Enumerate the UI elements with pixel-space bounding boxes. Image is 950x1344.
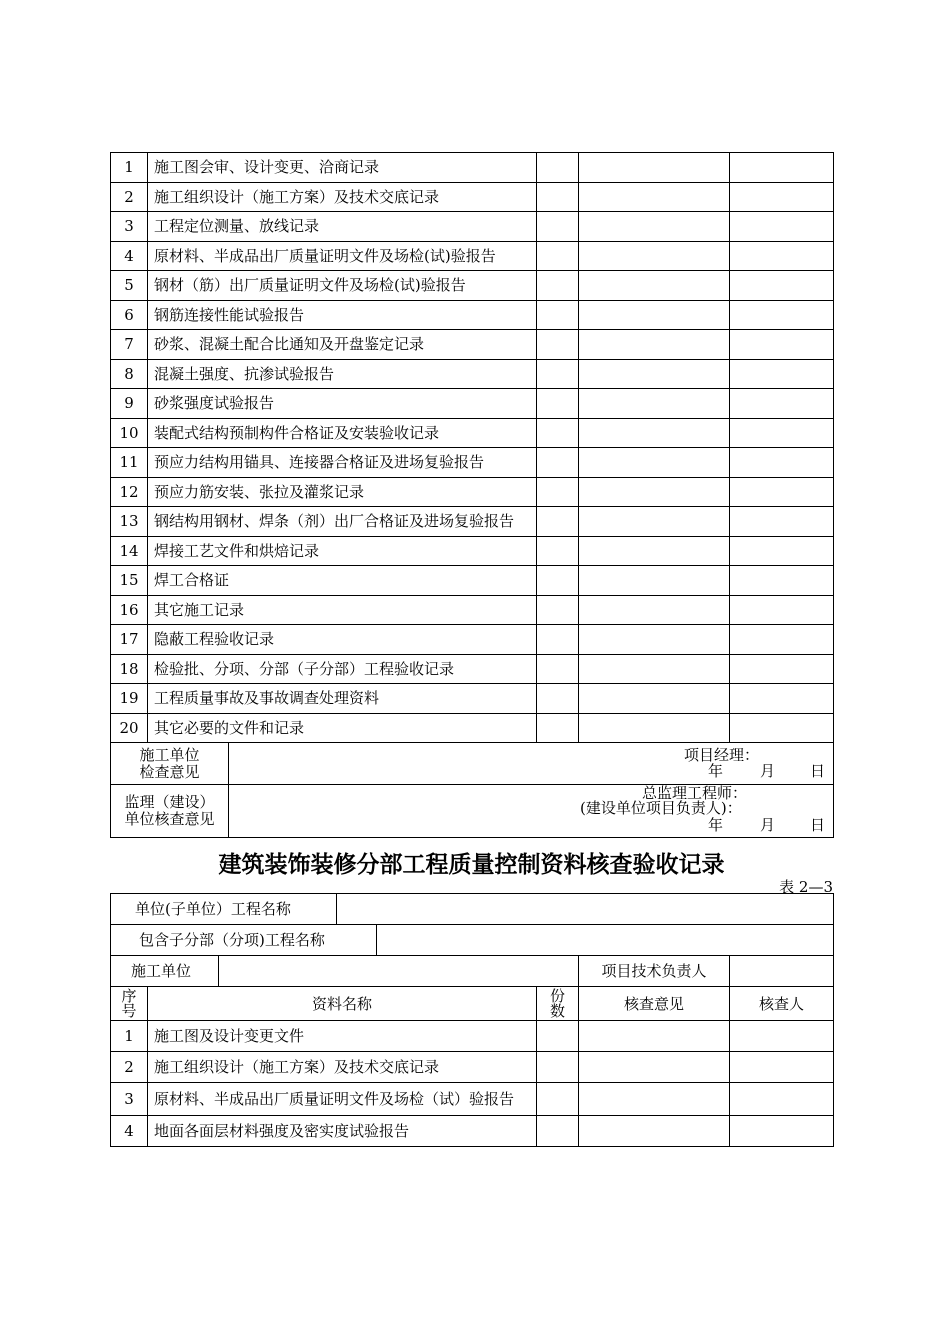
record-name: 工程质量事故及事故调查处理资料: [148, 684, 537, 714]
opinion-cell[interactable]: [579, 271, 730, 301]
checker-cell[interactable]: [730, 448, 834, 478]
table-row: [111, 330, 834, 360]
record-name: 工程定位测量、放线记录: [148, 212, 537, 242]
copies-cell[interactable]: [537, 1083, 579, 1116]
record-name: 施工图及设计变更文件: [148, 1021, 537, 1052]
copies-cell[interactable]: [537, 418, 579, 448]
checker-cell[interactable]: [730, 566, 834, 596]
record-name: 预应力结构用锚具、连接器合格证及进场复验报告: [148, 448, 537, 478]
unit-project-field[interactable]: [337, 894, 834, 925]
row-number: 15: [111, 566, 148, 596]
checker-cell[interactable]: [730, 1083, 834, 1116]
checker-cell[interactable]: [730, 182, 834, 212]
record-name: 钢材（筋）出厂质量证明文件及场检(试)验报告: [148, 271, 537, 301]
table-row: [111, 153, 834, 183]
checker-cell[interactable]: [730, 684, 834, 714]
month-label: 月: [760, 816, 776, 834]
checker-cell[interactable]: [730, 507, 834, 537]
table-row: [111, 566, 834, 596]
checker-cell[interactable]: [730, 595, 834, 625]
row-number: 5: [111, 271, 148, 301]
checker-cell[interactable]: [730, 271, 834, 301]
label-line: 监理（建设）: [124, 793, 215, 811]
opinion-cell[interactable]: [579, 625, 730, 655]
checker-cell[interactable]: [730, 300, 834, 330]
copies-cell[interactable]: [537, 182, 579, 212]
table-row: [111, 654, 834, 684]
table-row: [111, 595, 834, 625]
opinion-cell[interactable]: [579, 595, 730, 625]
owner-project-lead-label: (建设单位项目负责人)：: [580, 799, 742, 817]
opinion-cell[interactable]: [579, 212, 730, 242]
table-row: [111, 507, 834, 537]
construction-unit-label: 施工单位: [111, 956, 219, 987]
row-number: 4: [111, 241, 148, 271]
day-label: 日: [810, 816, 826, 834]
row-number: 2: [111, 182, 148, 212]
column-header-row: [111, 987, 834, 1021]
label-line: 检查意见: [139, 762, 200, 781]
opinion-cell[interactable]: [579, 300, 730, 330]
checker-cell[interactable]: [730, 153, 834, 183]
header-line: 份: [550, 986, 566, 1005]
header-opinion: 核查意见: [579, 987, 730, 1021]
decoration-quality-records-table: [110, 893, 834, 1147]
opinion-cell[interactable]: [579, 182, 730, 212]
checker-cell[interactable]: [730, 241, 834, 271]
record-name: 钢结构用钢材、焊条（剂）出厂合格证及进场复验报告: [148, 507, 537, 537]
table-row: [111, 477, 834, 507]
row-number: 3: [111, 1083, 148, 1116]
copies-cell[interactable]: [537, 654, 579, 684]
table-row: [111, 418, 834, 448]
table-row: [111, 300, 834, 330]
header-line: 号: [121, 1001, 137, 1020]
record-name: 检验批、分项、分部（子分部）工程验收记录: [148, 654, 537, 684]
table-row: [111, 359, 834, 389]
row-number: 12: [111, 477, 148, 507]
checker-cell[interactable]: [730, 212, 834, 242]
table-number: 表 2—3: [779, 878, 833, 896]
copies-cell[interactable]: [537, 1052, 579, 1083]
table-row: [111, 182, 834, 212]
checker-cell[interactable]: [730, 1116, 834, 1147]
row-number: 6: [111, 300, 148, 330]
opinion-cell[interactable]: [579, 1083, 730, 1116]
table-row: [111, 448, 834, 478]
checker-cell[interactable]: [730, 418, 834, 448]
unit-project-row: [111, 894, 834, 925]
row-number: 13: [111, 507, 148, 537]
row-number: 18: [111, 654, 148, 684]
opinion-cell[interactable]: [579, 330, 730, 360]
row-number: 3: [111, 212, 148, 242]
record-name: 施工组织设计（施工方案）及技术交底记录: [148, 182, 537, 212]
opinion-cell[interactable]: [579, 1021, 730, 1052]
record-name: 焊接工艺文件和烘焙记录: [148, 536, 537, 566]
opinion-cell[interactable]: [579, 477, 730, 507]
sub-project-field[interactable]: [377, 925, 834, 956]
checker-cell[interactable]: [730, 654, 834, 684]
checker-cell[interactable]: [730, 713, 834, 743]
record-name: 钢筋连接性能试验报告: [148, 300, 537, 330]
copies-cell[interactable]: [537, 300, 579, 330]
opinion-cell[interactable]: [579, 153, 730, 183]
month-label: 月: [760, 762, 776, 780]
row-number: 10: [111, 418, 148, 448]
copies-cell[interactable]: [537, 1021, 579, 1052]
table-row: [111, 241, 834, 271]
record-name: 其它施工记录: [148, 595, 537, 625]
table-row: [111, 271, 834, 301]
record-name: 混凝土强度、抗渗试验报告: [148, 359, 537, 389]
copies-cell[interactable]: [537, 153, 579, 183]
table-row: [111, 684, 834, 714]
record-name: 施工图会审、设计变更、洽商记录: [148, 153, 537, 183]
checker-cell[interactable]: [730, 536, 834, 566]
checker-cell[interactable]: [730, 1052, 834, 1083]
header-checker: 核查人: [730, 987, 834, 1021]
checker-cell[interactable]: [730, 389, 834, 419]
checker-cell[interactable]: [730, 625, 834, 655]
row-number: 7: [111, 330, 148, 360]
sub-project-label: 包含子分部（分项)工程名称: [111, 925, 377, 956]
checker-cell[interactable]: [730, 359, 834, 389]
table-row: [111, 625, 834, 655]
header-record-name: 资料名称: [148, 987, 537, 1021]
row-number: 19: [111, 684, 148, 714]
opinion-cell[interactable]: [579, 654, 730, 684]
copies-cell[interactable]: [537, 241, 579, 271]
opinion-cell[interactable]: [579, 389, 730, 419]
copies-cell[interactable]: [537, 330, 579, 360]
copies-cell[interactable]: [537, 359, 579, 389]
record-name: 砂浆、混凝土配合比通知及开盘鉴定记录: [148, 330, 537, 360]
copies-cell[interactable]: [537, 1116, 579, 1147]
record-name: 地面各面层材料强度及密实度试验报告: [148, 1116, 537, 1147]
checker-cell[interactable]: [730, 1021, 834, 1052]
table-row: [111, 1052, 834, 1083]
construction-opinion-field[interactable]: [229, 743, 834, 785]
opinion-cell[interactable]: [579, 418, 730, 448]
record-name: 原材料、半成品出厂质量证明文件及场检（试）验报告: [148, 1083, 537, 1116]
opinion-cell[interactable]: [579, 1052, 730, 1083]
page-title: 建筑装饰装修分部工程质量控制资料核查验收记录: [218, 851, 725, 878]
record-name: 预应力筋安装、张拉及灌浆记录: [148, 477, 537, 507]
table-row: [111, 212, 834, 242]
copies-cell[interactable]: [537, 566, 579, 596]
table-row: [111, 1021, 834, 1052]
checker-cell[interactable]: [730, 330, 834, 360]
header-copies: [537, 987, 579, 1021]
copies-cell[interactable]: [537, 713, 579, 743]
opinion-cell[interactable]: [579, 1116, 730, 1147]
opinion-cell[interactable]: [579, 684, 730, 714]
opinion-cell[interactable]: [579, 713, 730, 743]
tech-lead-field[interactable]: [730, 956, 834, 987]
row-number: 1: [111, 153, 148, 183]
copies-cell[interactable]: [537, 389, 579, 419]
sub-project-row: [111, 925, 834, 956]
header-no: [111, 987, 148, 1021]
record-name: 焊工合格证: [148, 566, 537, 596]
record-name: 施工组织设计（施工方案）及技术交底记录: [148, 1052, 537, 1083]
row-number: 14: [111, 536, 148, 566]
table-row: [111, 713, 834, 743]
table-row: [111, 1083, 834, 1116]
construction-unit-field[interactable]: [219, 956, 579, 987]
opinion-cell[interactable]: [579, 359, 730, 389]
copies-cell[interactable]: [537, 595, 579, 625]
copies-cell[interactable]: [537, 684, 579, 714]
row-number: 8: [111, 359, 148, 389]
label-line: 单位核查意见: [124, 810, 215, 828]
row-number: 16: [111, 595, 148, 625]
record-name: 原材料、半成品出厂质量证明文件及场检(试)验报告: [148, 241, 537, 271]
record-name: 砂浆强度试验报告: [148, 389, 537, 419]
construction-unit-row: [111, 956, 834, 987]
copies-cell[interactable]: [537, 536, 579, 566]
copies-cell[interactable]: [537, 271, 579, 301]
copies-cell[interactable]: [537, 507, 579, 537]
construction-opinion-label: [111, 743, 229, 785]
record-name: 装配式结构预制构件合格证及安装验收记录: [148, 418, 537, 448]
construction-opinion-row: [111, 743, 834, 785]
record-name: 隐蔽工程验收记录: [148, 625, 537, 655]
unit-project-label: 单位(子单位）工程名称: [111, 894, 337, 925]
copies-cell[interactable]: [537, 625, 579, 655]
supervision-opinion-label: [111, 785, 229, 838]
quality-records-table-continued: [110, 152, 834, 838]
table-row: [111, 389, 834, 419]
day-label: 日: [810, 762, 826, 780]
tech-lead-label: 项目技术负责人: [579, 956, 730, 987]
year-label: 年: [708, 762, 724, 780]
checker-cell[interactable]: [730, 477, 834, 507]
year-label: 年: [708, 816, 724, 834]
header-line: 序: [121, 986, 137, 1005]
table-row: [111, 1116, 834, 1147]
project-manager-label: 项目经理：: [684, 746, 760, 764]
row-number: 20: [111, 713, 148, 743]
row-number: 11: [111, 448, 148, 478]
table-row: [111, 536, 834, 566]
opinion-cell[interactable]: [579, 448, 730, 478]
opinion-cell[interactable]: [579, 241, 730, 271]
supervision-opinion-row: [111, 785, 834, 838]
opinion-cell[interactable]: [579, 566, 730, 596]
chief-supervisor-label: 总监理工程师：: [642, 784, 748, 802]
opinion-cell[interactable]: [579, 507, 730, 537]
row-number: 1: [111, 1021, 148, 1052]
copies-cell[interactable]: [537, 212, 579, 242]
opinion-cell[interactable]: [579, 536, 730, 566]
label-line: 施工单位: [139, 745, 200, 764]
header-line: 数: [550, 1001, 566, 1020]
row-number: 17: [111, 625, 148, 655]
record-name: 其它必要的文件和记录: [148, 713, 537, 743]
row-number: 9: [111, 389, 148, 419]
copies-cell[interactable]: [537, 448, 579, 478]
copies-cell[interactable]: [537, 477, 579, 507]
row-number: 4: [111, 1116, 148, 1147]
supervision-opinion-field[interactable]: [229, 785, 834, 838]
row-number: 2: [111, 1052, 148, 1083]
